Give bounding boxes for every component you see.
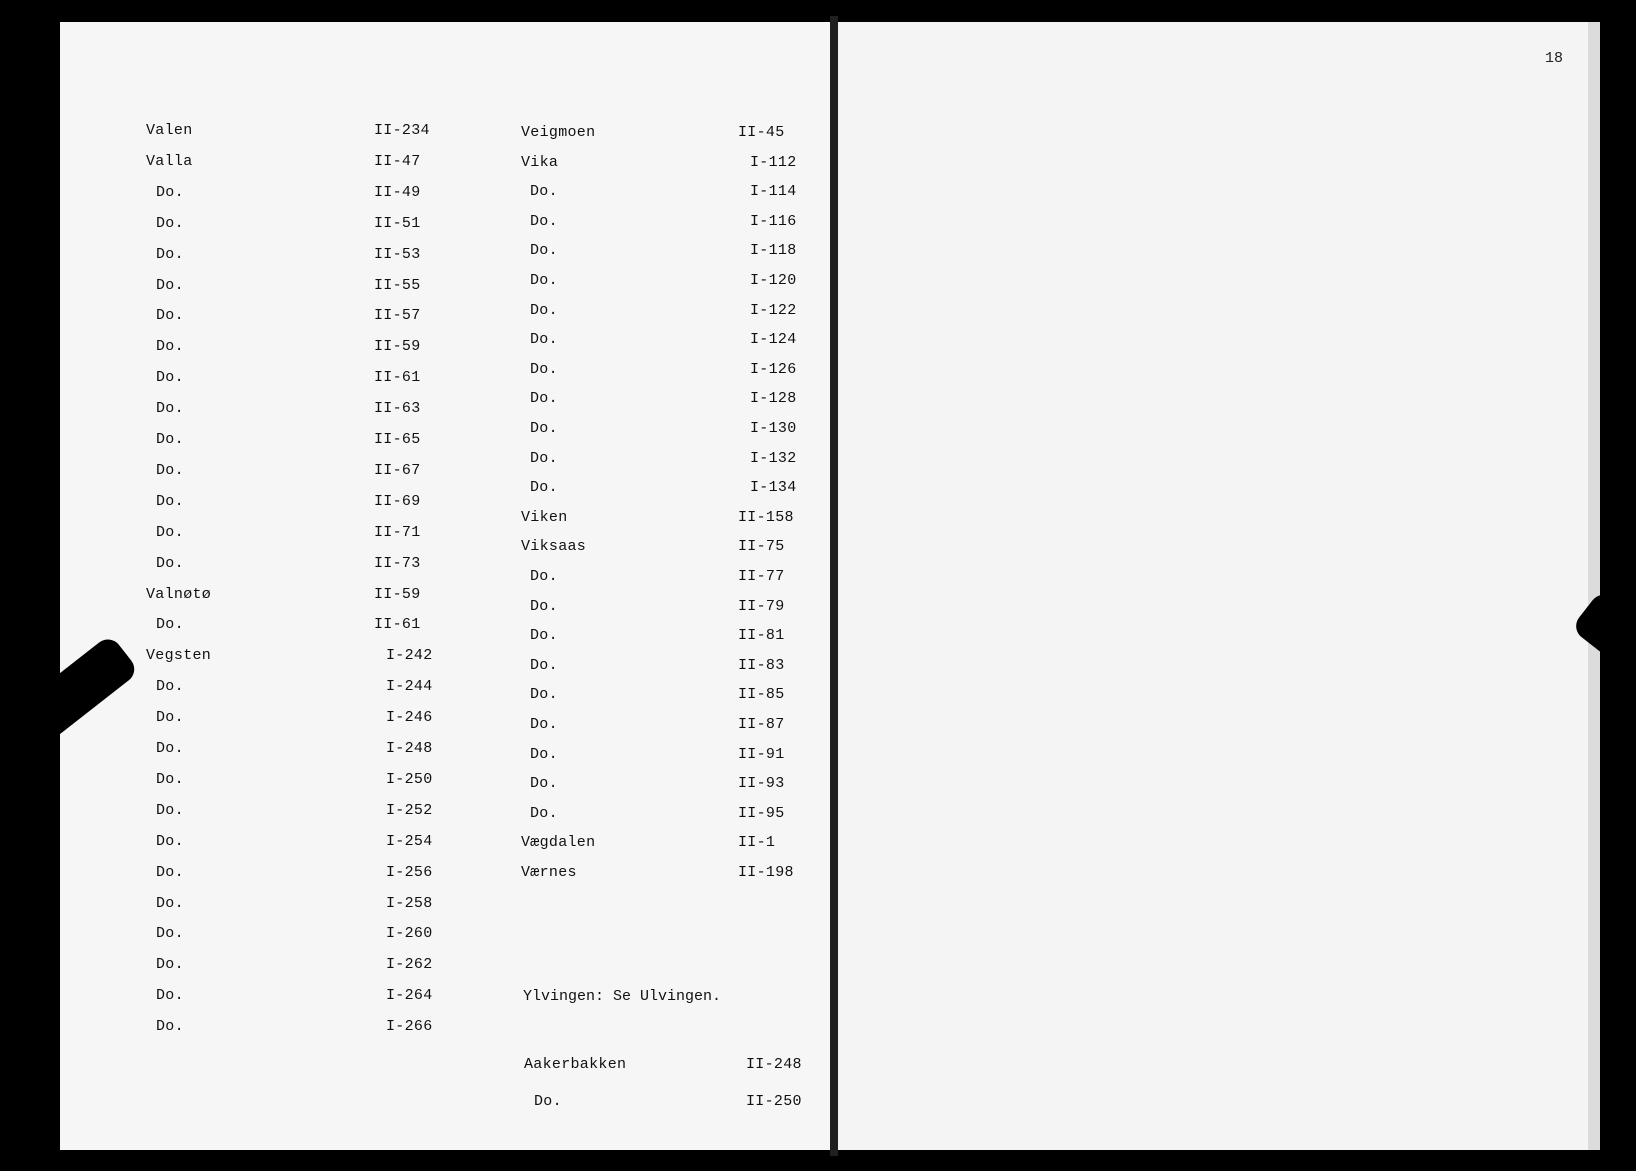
entry-name: Vegsten (146, 647, 212, 665)
entry-reference: I-246 (386, 709, 433, 727)
entry-name: Do. (156, 461, 184, 479)
page-number: 18 (1545, 50, 1564, 67)
entry-reference: II-55 (374, 276, 421, 294)
entry-reference: II-1 (738, 834, 776, 852)
entry-name: Do. (156, 709, 184, 727)
entry-name: Do. (530, 420, 558, 437)
entry-name: Do. (156, 925, 184, 943)
entry-reference: I-264 (386, 987, 433, 1005)
entry-reference: I-254 (386, 832, 433, 850)
entry-reference: II-53 (374, 245, 421, 263)
entry-name: Do. (530, 479, 558, 497)
entry-reference: II-47 (374, 152, 421, 170)
entry-name: Do. (530, 272, 558, 289)
entry-name: Do. (530, 390, 558, 408)
entry-reference: I-248 (386, 740, 433, 757)
entry-name: Do. (530, 804, 558, 822)
cross-reference-note: Ylvingen: Se Ulvingen. (523, 988, 722, 1005)
entry-reference: II-93 (738, 775, 785, 793)
entry-name: Do. (156, 369, 184, 387)
entry-reference: II-61 (374, 616, 421, 634)
entry-reference: I-116 (750, 212, 797, 230)
entry-name: Do. (530, 242, 558, 260)
entry-reference: II-248 (746, 1056, 802, 1073)
entry-name: Do. (156, 183, 184, 201)
entry-name: Do. (530, 775, 558, 793)
entry-name: Do. (530, 183, 558, 201)
entry-reference: II-158 (738, 508, 794, 526)
entry-reference: II-91 (738, 745, 785, 763)
entry-reference: I-260 (386, 925, 433, 943)
entry-name: Vægdalen (521, 834, 596, 852)
entry-reference: II-59 (374, 338, 421, 356)
entry-reference: I-124 (750, 331, 797, 349)
entry-name: Do. (156, 523, 184, 541)
entry-name: Do. (530, 449, 558, 467)
entry-reference: I-118 (750, 242, 797, 260)
entry-reference: II-87 (738, 716, 785, 733)
entry-name: Do. (156, 245, 184, 263)
entry-name: Do. (156, 832, 184, 850)
entry-reference: II-73 (374, 554, 421, 572)
entry-reference: I-134 (750, 479, 797, 497)
entry-name: Vika (521, 153, 559, 171)
entry-name: Valla (146, 152, 193, 170)
entry-reference: II-51 (374, 214, 421, 232)
entry-reference: II-85 (738, 686, 785, 704)
entry-name: Do. (530, 745, 558, 763)
entry-reference: I-266 (386, 1018, 433, 1036)
entry-reference: II-81 (738, 627, 785, 645)
entry-reference: II-83 (738, 656, 785, 674)
entry-name: Do. (156, 678, 184, 696)
entry-name: Valnøtø (146, 585, 212, 603)
entry-reference: I-130 (750, 420, 797, 437)
entry-reference: II-69 (374, 492, 421, 510)
entry-reference: I-122 (750, 301, 797, 319)
entry-reference: I-112 (750, 153, 797, 171)
entry-reference: I-132 (750, 449, 797, 467)
entry-reference: II-45 (738, 124, 785, 141)
entry-name: Do. (530, 568, 558, 585)
entry-reference: II-250 (746, 1093, 802, 1110)
entry-name: Do. (530, 301, 558, 319)
entry-reference: II-234 (374, 122, 430, 139)
entry-name: Viksaas (521, 538, 587, 556)
entry-name: Do. (156, 492, 184, 510)
entry-name: Do. (156, 801, 184, 819)
entry-name: Valen (146, 122, 193, 139)
entry-name: Do. (156, 956, 184, 974)
entry-reference: I-250 (386, 770, 433, 788)
entry-name: Do. (156, 863, 184, 881)
entry-name: Do. (156, 894, 184, 912)
entry-reference: II-57 (374, 307, 421, 325)
entry-reference: II-75 (738, 538, 785, 556)
entry-reference: II-67 (374, 461, 421, 479)
entry-reference: I-126 (750, 360, 797, 378)
entry-name: Do. (534, 1093, 562, 1110)
entry-reference: I-262 (386, 956, 433, 974)
entry-name: Do. (156, 616, 184, 634)
entry-name: Do. (530, 656, 558, 674)
entry-name: Do. (530, 716, 558, 733)
entry-reference: I-242 (386, 647, 433, 665)
entry-reference: II-61 (374, 369, 421, 387)
entry-reference: II-63 (374, 400, 421, 418)
entry-name: Værnes (521, 864, 577, 881)
entry-name: Do. (156, 770, 184, 788)
entry-reference: I-252 (386, 801, 433, 819)
entry-name: Aakerbakken (524, 1056, 627, 1073)
entry-reference: II-71 (374, 523, 421, 541)
entry-reference: II-198 (738, 864, 794, 881)
entry-reference: II-49 (374, 183, 421, 201)
entry-name: Do. (530, 686, 558, 704)
entry-name: Do. (156, 214, 184, 232)
entry-name: Do. (530, 212, 558, 230)
entry-reference: I-128 (750, 390, 797, 408)
entry-reference: I-258 (386, 894, 433, 912)
entry-name: Do. (156, 400, 184, 418)
entry-name: Do. (156, 431, 184, 448)
entry-reference: I-244 (386, 678, 433, 696)
entry-name: Do. (156, 554, 184, 572)
entry-name: Do. (156, 740, 184, 757)
entry-reference: II-59 (374, 585, 421, 603)
entry-name: Do. (530, 331, 558, 349)
entry-reference: I-120 (750, 272, 797, 289)
entry-name: Viken (521, 508, 568, 526)
entry-name: Do. (156, 1018, 184, 1036)
entry-name: Do. (156, 276, 184, 294)
entry-name: Do. (156, 987, 184, 1005)
entry-reference: II-79 (738, 597, 785, 615)
entry-reference: II-77 (738, 568, 785, 585)
entry-name: Do. (530, 360, 558, 378)
entry-reference: I-256 (386, 863, 433, 881)
entry-reference: II-95 (738, 804, 785, 822)
entry-reference: II-65 (374, 431, 421, 448)
entry-name: Do. (530, 597, 558, 615)
entry-name: Veigmoen (521, 124, 596, 141)
entry-reference: I-114 (750, 183, 797, 201)
entry-name: Do. (156, 338, 184, 356)
entry-name: Do. (156, 307, 184, 325)
entry-name: Do. (530, 627, 558, 645)
